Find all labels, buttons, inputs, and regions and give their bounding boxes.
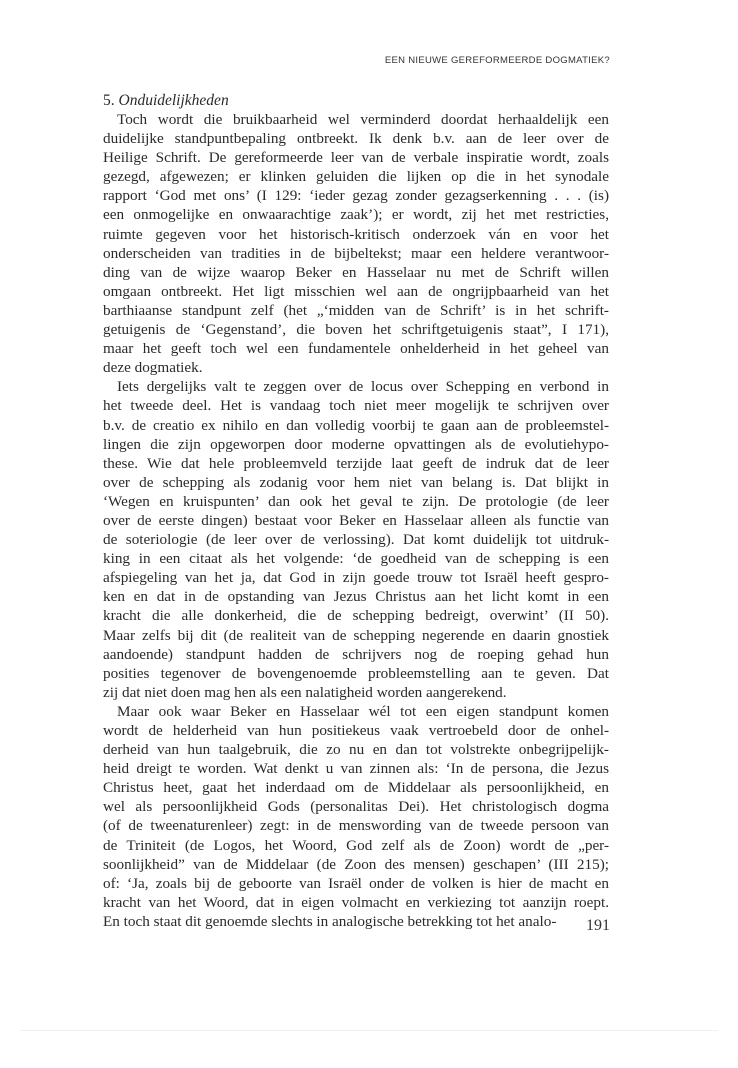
paragraph <box>103 377 609 702</box>
text-line: omgaan ontbreekt. Het ligt misschien wel aan de ongrijpbaarheid van het <box>103 282 609 300</box>
text-line: deze dogmatiek. <box>103 359 203 377</box>
text-line: these. Wie dat hele probleemveld terzijde laat geeft de indruk dat de leer <box>103 454 609 472</box>
text-line: b.v. de creatio ex nihilo en dan volledig voorbij te gaan aan de probleemstel- <box>103 416 609 434</box>
text-line: maar het geeft toch wel een fundamentele onhelderheid in het geheel van <box>103 340 609 358</box>
text-line: zij dat niet doen mag hen als een nalatigheid worden aangerekend. <box>103 683 507 701</box>
section-heading <box>103 91 229 110</box>
text-line: Maar ook waar Beker en Hasselaar wél tot een eigen standpunt komen <box>117 702 609 720</box>
footer-rule <box>20 1030 718 1031</box>
text-line: over de schepping als zodanig voor hem niet van belang is. Dat blijkt in <box>103 473 609 491</box>
text-line: Christus heet, gaat het inderdaad om de Middelaar als persoonlijkheid, en <box>103 779 609 797</box>
text-line: Maar zelfs bij dit (de realiteit van de schepping negerende en daarin gnostiek <box>103 626 609 644</box>
text-line: getuigenis de ‘Gegenstand’, die boven het schriftgetuigenis staat”, I 171), <box>103 321 609 339</box>
text-line: Iets dergelijks valt te zeggen over de locus over Schepping en verbond in <box>117 378 609 396</box>
text-line: gezegd, afgewezen; er klinken geluiden die lijken op die in het synodale <box>103 168 609 186</box>
text-line: En toch staat dit genoemde slechts in analogische betrekking tot het analo- <box>103 912 557 930</box>
text-line: ken en dat in de opstanding van Jezus Christus aan het licht komt in een <box>103 588 609 606</box>
text-line: wordt de helderheid van hun positiekeus vaak vertroebeld door de onhel- <box>103 722 609 739</box>
text-line: rapport ‘God met ons’ (I 129: ‘ieder gezag zonder gezagserkenning . . . (is) <box>103 187 609 205</box>
text-line: king in een citaat als het volgende: ‘de goedheid van de schepping is een <box>103 550 609 568</box>
text-line: derheid van hun taalgebruik, die zo nu en dan tot volstrekte onbegrijpelijk- <box>103 741 609 759</box>
text-line: kracht van het Woord, dat in eigen volmacht en verkiezing tot aanzijn roept. <box>103 893 609 911</box>
paragraph <box>103 702 609 931</box>
body-text <box>103 110 609 931</box>
paragraph <box>103 110 609 377</box>
text-line: de soteriologie (de leer over de verlossing). Dat komt duidelijk tot uitdruk- <box>103 531 609 549</box>
page-number: 191 <box>586 917 610 934</box>
text-line: het tweede deel. Het is vandaag toch niet meer mogelijk te schrijven over <box>103 397 609 415</box>
text-line: de Triniteit (de Logos, het Woord, God zelf als de Zoon) wordt de „per- <box>103 836 609 854</box>
text-line: ‘Wegen en kruispunten’ dan ook het geval te zijn. De protologie (de leer <box>103 492 609 510</box>
text-line: soonlijkheid” van de Middelaar (de Zoon des mensen) geschapen’ (III 215); <box>103 855 609 873</box>
text-line: duidelijke standpuntbepaling ontbreekt. Ik denk b.v. aan de leer over de <box>103 130 609 148</box>
text-line: lingen die zijn opgeworpen door moderne opvattingen als de evolutiehypo- <box>103 435 609 453</box>
section-number: 5. <box>103 92 115 109</box>
running-header: EEN NIEUWE GEREFORMEERDE DOGMATIEK? <box>384 55 610 66</box>
text-line: barthiaanse standpunt zelf (het „‘midden van de Schrift’ is in het schrift- <box>103 301 609 319</box>
text-line: kracht die alle donkerheid, die de schepping bedreigt, overwint’ (II 50). <box>103 607 609 625</box>
text-line: heid dreigt te worden. Wat denkt u van zinnen als: ‘In de persona, die Jezus <box>103 760 609 778</box>
text-line: onderscheiden van tradities in de bijbeltekst; maar een heldere verantwoor- <box>103 244 609 262</box>
section-title: Onduidelijkheden <box>118 92 229 109</box>
text-line: of: ‘Ja, zoals bij de geboorte van Israël onder de volken is hier de macht en <box>103 874 609 892</box>
text-line: Heilige Schrift. De gereformeerde leer van de verbale inspiratie wordt, zoals <box>103 149 609 167</box>
text-line: posities tegenover de bovengenoemde probleemstelling aan te geven. Dat <box>103 664 609 682</box>
text-line: ruimte gegeven voor het historisch-kritisch onderzoek ván en voor het <box>103 225 609 243</box>
text-line: Toch wordt die bruikbaarheid wel verminderd doordat herhaaldelijk een <box>117 111 609 128</box>
text-line: wel als persoonlijkheid Gods (personalitas Dei). Het christologisch dogma <box>103 798 609 816</box>
text-line: een onmogelijke en onwaarachtige zaak’); er wordt, zij het met restricties, <box>103 206 609 224</box>
text-line: (of de tweenaturenleer) zegt: in de menswording van de tweede persoon van <box>103 817 609 835</box>
text-line: over de eerste dingen) bestaat voor Beker en Hasselaar alleen als functie van <box>103 511 609 529</box>
text-line: ding van de wijze waarop Beker en Hasselaar nu met de Schrift willen <box>103 263 609 281</box>
text-line: aandoende) standpunt hadden de schrijvers nog de roeping gehad hun <box>103 645 609 663</box>
text-line: afspiegeling van het ja, dat God in zijn goede trouw tot Israël heeft gespro- <box>103 569 609 587</box>
